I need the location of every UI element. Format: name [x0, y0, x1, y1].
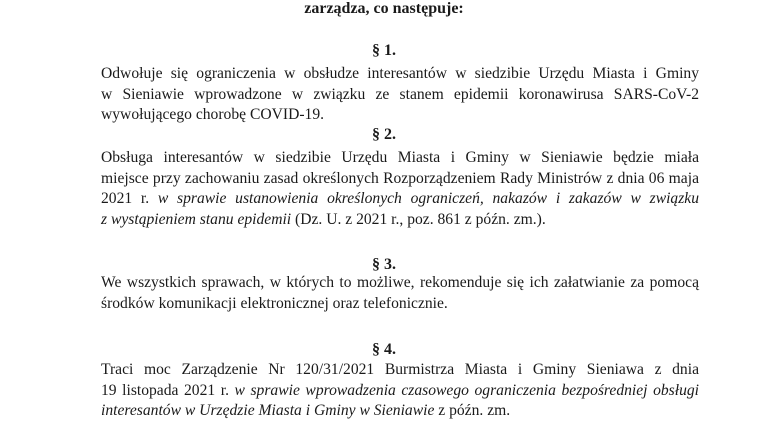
section-2-line: Obsługa interesantów w siedzibie Urzędu Miasta i Gminy w Sieniawie będzie miała: [101, 149, 699, 166]
section-1-paragraph: [101, 64, 699, 126]
section-4-paragraph: [101, 360, 699, 422]
section-2-text: 2021 r.: [101, 190, 158, 207]
section-2-line: [101, 210, 699, 231]
section-1-line: Odwołuje się ograniczenia w obsłudze interesantów w siedzibie Urzędu Miasta i Gminy: [101, 65, 699, 82]
section-2-italic-text: z wystąpieniem stanu epidemii: [101, 210, 292, 228]
section-2-text: (Dz. U. z 2021 r., poz. 861 z późn. zm.).: [291, 210, 546, 228]
section-1-line: w Sieniawie wprowadzone w związku ze stanem epidemii koronawirusa SARS-CoV-2: [101, 85, 699, 103]
section-3-paragraph: [101, 273, 699, 314]
section-2-heading: § 2.: [372, 126, 396, 143]
section-1-heading: § 1.: [372, 42, 396, 59]
section-1-line: wywołującego chorobę COVID-19.: [101, 106, 325, 123]
section-3-line: We wszystkich sprawach, w których to możliwe, rekomenduje się ich załatwianie za pomocą: [101, 274, 699, 291]
section-3-line: środków komunikacji elektronicznej oraz telefonicznie.: [101, 294, 448, 312]
intro-line: zarządza, co następuje:: [304, 0, 464, 17]
section-4-italic-text: w sprawie wprowadzenia czasowego ograniczenia bezpośredniej obsługi: [234, 381, 699, 399]
section-2-line: [101, 189, 699, 210]
section-4-text: 19 listopada 2021 r.: [101, 381, 235, 399]
section-4-line: [101, 381, 699, 402]
section-4-text: z późn. zm.: [434, 402, 511, 419]
section-4-heading: § 4.: [372, 341, 396, 358]
section-4-line: [101, 401, 699, 422]
section-2-line: miejsce przy zachowaniu zasad określonych Rozporządzeniem Rady Ministrów z dnia 06 maja: [101, 169, 699, 187]
section-4-italic-text: interesantów w Urzędzie Miasta i Gminy w Sieniawie: [101, 402, 435, 419]
section-2-italic-text: w sprawie ustanowienia określonych ograniczeń, nakazów i zakazów w związku: [157, 190, 700, 207]
section-3-heading: § 3.: [372, 256, 396, 273]
section-2-paragraph: [101, 148, 699, 230]
section-4-line: Traci moc Zarządzenie Nr 120/31/2021 Burmistrza Miasta i Gminy Sieniawa z dnia: [101, 361, 699, 378]
